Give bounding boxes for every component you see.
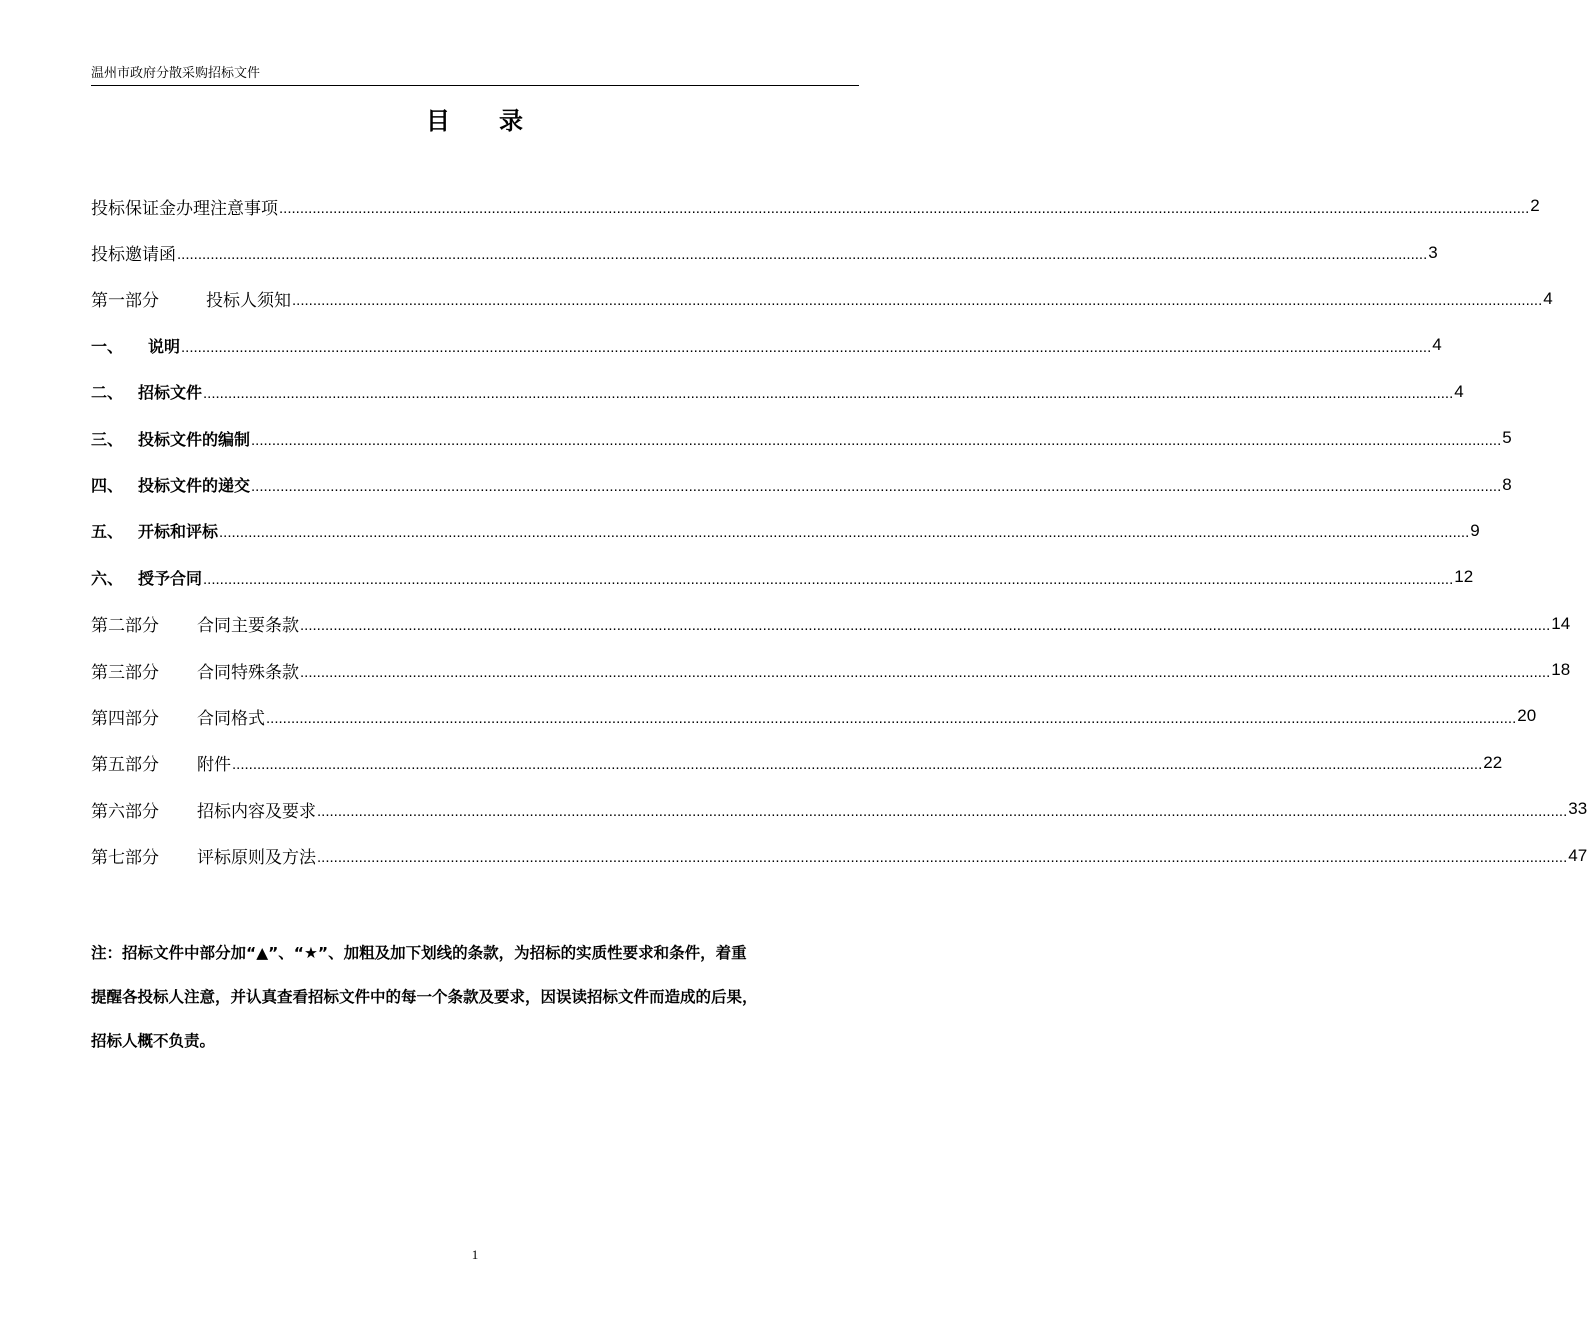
toc-entry-title: 招标文件 — [138, 383, 203, 403]
toc-entry-number: 第五部分 — [91, 755, 159, 776]
toc-entry-label — [91, 843, 316, 868]
note-line: 招标人概不负责。 — [91, 1032, 216, 1050]
toc-leader-dots: ............................................................................................................................................................................................................................................................................................................ — [300, 663, 1551, 681]
toc-entry-title: 招标内容及要求 — [197, 801, 316, 822]
toc-entry-page: 20 — [1517, 706, 1537, 726]
toc-leader-dots: ............................................................................................................................................................................................................................................................................................................ — [251, 478, 1502, 496]
toc-entry[interactable] — [91, 554, 1474, 600]
page-number: 1 — [471, 1247, 479, 1262]
toc-entry[interactable] — [91, 461, 1512, 507]
toc-entry-number: 四、 — [91, 476, 124, 496]
toc-entry-title: 投标邀请函 — [91, 245, 176, 266]
toc-entry-number: 第四部分 — [91, 708, 159, 729]
toc-entry-page: 3 — [1428, 242, 1438, 262]
toc-entry-page: 22 — [1483, 752, 1503, 772]
toc-entry[interactable] — [91, 276, 1553, 322]
toc-entry-title: 投标文件的编制 — [138, 429, 251, 449]
toc-entry-page: 18 — [1551, 660, 1571, 680]
table-of-contents — [91, 183, 1587, 879]
toc-entry-number: 五、 — [91, 522, 124, 542]
toc-leader-dots: ............................................................................................................................................................................................................................................................................................................ — [266, 709, 1517, 727]
toc-entry[interactable] — [91, 183, 1540, 229]
toc-entry-page: 2 — [1530, 196, 1540, 216]
toc-entry-title: 开标和评标 — [138, 522, 219, 542]
toc-leader-dots: ............................................................................................................................................................................................................................................................................................................ — [317, 802, 1568, 820]
toc-entry[interactable] — [91, 740, 1503, 786]
toc-entry-page: 5 — [1502, 428, 1512, 448]
toc-entry-number: 二、 — [91, 383, 124, 403]
toc-leader-dots: ............................................................................................................................................................................................................................................................................................................ — [292, 292, 1543, 310]
toc-entry[interactable] — [91, 786, 1587, 832]
page-header — [91, 64, 859, 84]
toc-entry-page: 4 — [1543, 288, 1553, 308]
toc-entry-label — [91, 240, 176, 265]
toc-leader-dots: ............................................................................................................................................................................................................................................................................................................ — [203, 385, 1454, 403]
page-title — [0, 101, 950, 136]
toc-entry-label — [91, 380, 202, 403]
toc-entry-number: 第六部分 — [91, 801, 159, 822]
toc-entry[interactable] — [91, 601, 1571, 647]
toc-entry-page: 12 — [1454, 567, 1474, 587]
toc-leader-dots: ............................................................................................................................................................................................................................................................................................................ — [279, 199, 1530, 217]
note-line: 注：招标文件中部分加“▲”、“★”、加粗及加下划线的条款，为招标的实质性要求和条件，着重 — [91, 944, 747, 962]
toc-leader-dots: ............................................................................................................................................................................................................................................................................................................ — [300, 617, 1551, 635]
toc-entry-label — [91, 286, 291, 311]
toc-entry-number: 第二部分 — [91, 616, 159, 637]
toc-leader-dots: ............................................................................................................................................................................................................................................................................................................ — [317, 849, 1568, 867]
toc-entry-label — [91, 658, 299, 683]
toc-entry-label — [91, 519, 218, 542]
toc-entry-number: 第三部分 — [91, 662, 159, 683]
toc-leader-dots: ............................................................................................................................................................................................................................................................................................................ — [219, 524, 1470, 542]
toc-entry-title: 授予合同 — [138, 568, 203, 588]
toc-entry-page: 47 — [1568, 845, 1587, 865]
title-left: 目 — [426, 107, 451, 135]
toc-entry[interactable] — [91, 415, 1512, 461]
toc-leader-dots: ............................................................................................................................................................................................................................................................................................................ — [232, 756, 1483, 774]
toc-entry-title: 投标保证金办理注意事项 — [91, 198, 278, 219]
toc-entry-title: 评标原则及方法 — [197, 848, 316, 869]
toc-leader-dots: ............................................................................................................................................................................................................................................................................................................ — [181, 338, 1432, 356]
toc-entry[interactable] — [91, 832, 1587, 878]
toc-entry-number: 第一部分 — [91, 291, 159, 312]
toc-entry-page: 33 — [1568, 799, 1587, 819]
toc-entry-title: 投标文件的递交 — [138, 476, 251, 496]
toc-entry-label — [91, 427, 250, 450]
toc-entry-number: 六、 — [91, 568, 124, 588]
toc-entry-label — [91, 704, 265, 729]
toc-entry[interactable] — [91, 229, 1438, 275]
toc-entry-title: 说明 — [148, 336, 181, 356]
header-title: 温州市政府分散采购招标文件 — [91, 66, 261, 81]
toc-entry-label — [91, 611, 299, 636]
toc-entry-label — [91, 473, 250, 496]
toc-entry[interactable] — [91, 693, 1537, 739]
toc-entry-label — [91, 194, 278, 219]
toc-entry-number: 三、 — [91, 429, 124, 449]
toc-entry-label — [91, 750, 231, 775]
toc-entry-label — [91, 334, 180, 357]
toc-entry[interactable] — [91, 647, 1571, 693]
toc-entry-page: 4 — [1432, 335, 1442, 355]
toc-entry-title: 合同主要条款 — [197, 616, 299, 637]
toc-leader-dots: ............................................................................................................................................................................................................................................................................................................ — [177, 246, 1428, 264]
toc-leader-dots: ............................................................................................................................................................................................................................................................................................................ — [251, 431, 1502, 449]
toc-entry-title: 投标人须知 — [206, 291, 291, 312]
toc-entry-page: 14 — [1551, 613, 1571, 633]
toc-entry-label — [91, 566, 202, 589]
toc-entry-page: 4 — [1454, 381, 1464, 401]
toc-entry-page: 8 — [1502, 474, 1512, 494]
header-rule — [91, 85, 859, 86]
toc-entry[interactable] — [91, 322, 1442, 368]
note-line: 提醒各投标人注意，并认真查看招标文件中的每一个条款及要求，因误读招标文件而造成的后果， — [91, 988, 758, 1006]
toc-entry[interactable] — [91, 369, 1464, 415]
toc-leader-dots: ............................................................................................................................................................................................................................................................................................................ — [203, 570, 1454, 588]
toc-entry-label — [91, 797, 316, 822]
toc-entry-title: 附件 — [197, 755, 231, 776]
toc-entry-number: 一、 — [91, 336, 124, 356]
toc-entry-number: 第七部分 — [91, 848, 159, 869]
toc-entry[interactable] — [91, 508, 1480, 554]
title-right: 录 — [499, 107, 524, 135]
toc-entry-page: 9 — [1470, 520, 1480, 540]
note-block — [91, 931, 861, 1063]
toc-entry-title: 合同特殊条款 — [197, 662, 299, 683]
toc-entry-title: 合同格式 — [197, 708, 265, 729]
